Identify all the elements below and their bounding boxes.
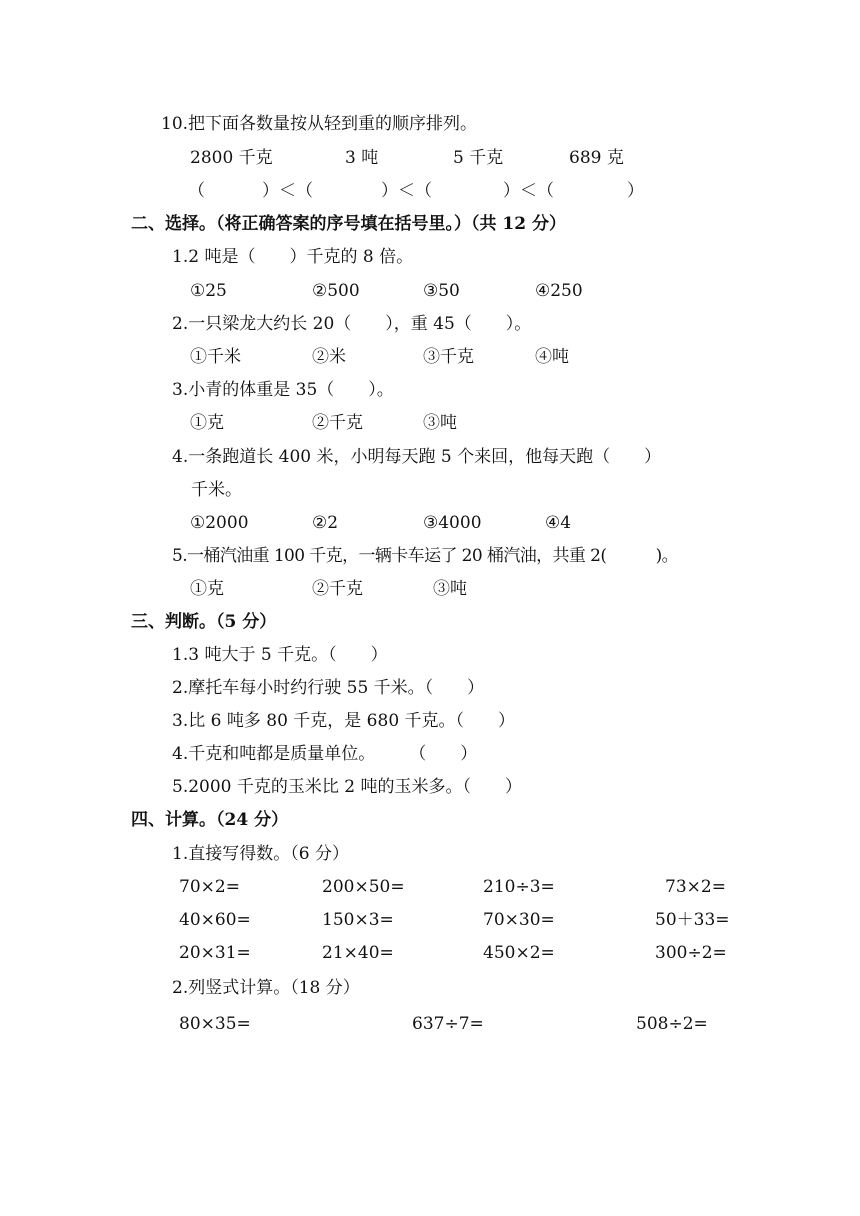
calc-r2-c4: 50＋33= bbox=[655, 910, 730, 930]
s3-item-5: 5.2000 千克的玉米比 2 吨的玉米多。（ ） bbox=[172, 777, 523, 797]
s4-sub1-title: 1.直接写得数。（6 分） bbox=[172, 844, 349, 864]
s2-q3-opt-2[interactable]: ②千克 bbox=[312, 413, 363, 433]
s2-q1-opt-3[interactable]: ③50 bbox=[423, 281, 460, 301]
s2-q2-opt-3[interactable]: ③千克 bbox=[423, 347, 474, 367]
s2-q3-opt-3[interactable]: ③吨 bbox=[423, 413, 457, 433]
q10-item-2: 3 吨 bbox=[345, 148, 379, 168]
q10-blank-3[interactable]: ）＜（ bbox=[381, 181, 432, 201]
s2-q3-opt-1[interactable]: ①克 bbox=[190, 413, 224, 433]
s3-item-1: 1.3 吨大于 5 千克。（ ） bbox=[172, 645, 388, 665]
q10-blank-4[interactable]: ）＜（ bbox=[503, 181, 554, 201]
calc-r2-c3: 70×30= bbox=[483, 910, 555, 930]
s2-q4-opt-4[interactable]: ④4 bbox=[545, 513, 572, 533]
s2-q2: 2.一只梁龙大约长 20（ ），重 45（ ）。 bbox=[172, 314, 532, 334]
s2-q5-opt-3[interactable]: ③吨 bbox=[433, 579, 467, 599]
s2-q5-opt-1[interactable]: ①克 bbox=[190, 579, 224, 599]
vertical-calc-2: 637÷7= bbox=[412, 1014, 484, 1034]
s3-item-3: 3.比 6 吨多 80 千克，是 680 千克。（ ） bbox=[172, 711, 516, 731]
calc-r3-c3: 450×2= bbox=[483, 943, 555, 963]
s2-q4-opt-3[interactable]: ③4000 bbox=[423, 513, 482, 533]
calc-r1-c1: 70×2= bbox=[179, 877, 240, 897]
q10-blank-2[interactable]: ）＜（ bbox=[262, 181, 313, 201]
s2-q1-opt-4[interactable]: ④250 bbox=[535, 281, 583, 301]
s2-q5: 5.一桶汽油重 100 千克，一辆卡车运了 20 桶汽油，共重 2( )。 bbox=[172, 546, 678, 566]
q10-title: 10.把下面各数量按从轻到重的顺序排列。 bbox=[161, 114, 478, 134]
calc-r3-c2: 21×40= bbox=[322, 943, 394, 963]
vertical-calc-1: 80×35= bbox=[179, 1014, 251, 1034]
section-4-heading: 四、计算。（24 分） bbox=[131, 810, 289, 830]
s3-item-4: 4.千克和吨都是质量单位。 （ ） bbox=[172, 744, 478, 764]
q10-item-4: 689 克 bbox=[569, 148, 624, 168]
s2-q4-opt-1[interactable]: ①2000 bbox=[190, 513, 249, 533]
q10-blank-5: ） bbox=[627, 181, 644, 201]
q10-item-1: 2800 千克 bbox=[190, 148, 273, 168]
s2-q1-opt-2[interactable]: ②500 bbox=[312, 281, 360, 301]
calc-r3-c4: 300÷2= bbox=[655, 943, 727, 963]
s2-q2-opt-1[interactable]: ①千米 bbox=[190, 347, 241, 367]
s2-q1-opt-1[interactable]: ①25 bbox=[190, 281, 227, 301]
calc-r2-c1: 40×60= bbox=[179, 910, 251, 930]
s2-q3: 3.小青的体重是 35（ ）。 bbox=[172, 380, 394, 400]
s3-item-2: 2.摩托车每小时约行驶 55 千米。（ ） bbox=[172, 678, 485, 698]
calc-r1-c3: 210÷3= bbox=[483, 877, 555, 897]
calc-r1-c4: 73×2= bbox=[665, 877, 726, 897]
calc-r1-c2: 200×50= bbox=[322, 877, 405, 897]
section-3-heading: 三、判断。（5 分） bbox=[131, 612, 277, 632]
s2-q2-opt-2[interactable]: ②米 bbox=[312, 347, 346, 367]
s2-q4: 4.一条跑道长 400 米，小明每天跑 5 个来回，他每天跑（ ） bbox=[172, 447, 662, 467]
q10-item-3: 5 千克 bbox=[453, 148, 504, 168]
section-2-heading: 二、选择。（将正确答案的序号填在括号里。）（共 12 分） bbox=[131, 214, 566, 234]
s2-q2-opt-4[interactable]: ④吨 bbox=[535, 347, 569, 367]
s2-q4-opt-2[interactable]: ②2 bbox=[312, 513, 339, 533]
calc-r2-c2: 150×3= bbox=[322, 910, 394, 930]
vertical-calc-3: 508÷2= bbox=[636, 1014, 708, 1034]
calc-r3-c1: 20×31= bbox=[179, 943, 251, 963]
s2-q1: 1.2 吨是（ ）千克的 8 倍。 bbox=[172, 247, 414, 267]
s2-q5-opt-2[interactable]: ②千克 bbox=[312, 579, 363, 599]
q10-blank-1[interactable]: （ bbox=[188, 181, 205, 201]
s4-sub2-title: 2.列竖式计算。（18 分） bbox=[172, 978, 360, 998]
s2-q4-continuation: 千米。 bbox=[191, 480, 242, 500]
